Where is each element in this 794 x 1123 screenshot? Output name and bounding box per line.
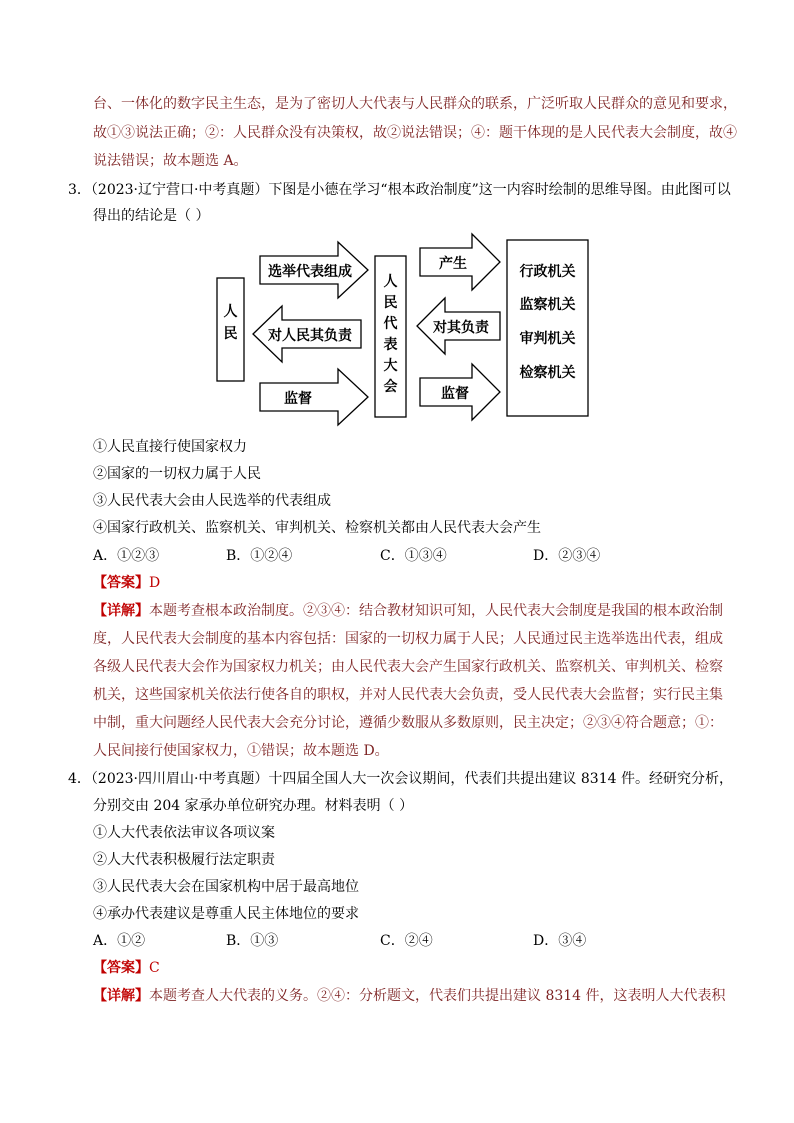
q4-option-a: A．①② <box>93 933 146 949</box>
organ-administrative: 行政机关 <box>519 264 576 280</box>
svg-text:代: 代 <box>383 316 398 332</box>
organ-procuratorial: 检察机关 <box>519 365 576 381</box>
q4-stem-line-2: 分别交由 204 家承办单位研究办理。材料表明（ ） <box>93 798 414 814</box>
arrow-produce-label: 产生 <box>439 256 467 272</box>
q4-stem-line-1: 4．（2023·四川眉山·中考真题）十四届全国人大一次会议期间，代表们共提出建议 8314 件。经研究分析， <box>68 771 733 787</box>
q3-stem-line-1: 3．（2023·辽宁营口·中考真题）下图是小德在学习“根本政治制度”这一内容时绘制的思维导图。由此图可以 <box>68 182 731 198</box>
svg-text:民: 民 <box>383 295 398 311</box>
prev-answer-line-2: 故①③说法正确；②：人民群众没有决策权，故②说法错误；④：题干体现的是人民代表大会制度，故④ <box>93 125 737 141</box>
q3-detail-line-4: 机关，这些国家机关依法行使各自的职权，并对人民代表大会负责，受人民代表大会监督；实行民主集 <box>93 687 723 703</box>
q4-answer-value: C <box>149 960 160 976</box>
prev-answer-line-3: 说法错误；故本题选 A。 <box>93 153 248 169</box>
q3-option-c: C．①③④ <box>380 548 447 564</box>
arrow-responsible-npc-label: 对其负责 <box>433 320 489 336</box>
q4-item-4: ④承办代表建议是尊重人民主体地位的要求 <box>93 906 359 922</box>
q3-detail-line-5: 中制，重大问题经人民代表大会充分讨论，遵循少数服从多数原则，民主决定；②③④符合题意；①： <box>93 715 723 731</box>
svg-text:表: 表 <box>383 337 398 353</box>
people-label: 人 <box>223 304 238 320</box>
q3-item-1: ①人民直接行使国家权力 <box>93 439 247 455</box>
q4-detail-line-1: 【详解】本题考查人大代表的义务。②④：分析题文，代表们共提出建议 8314 件，这表明人大代表积 <box>93 988 726 1004</box>
svg-text:大: 大 <box>383 358 398 374</box>
q3-item-3: ③人民代表大会由人民选举的代表组成 <box>93 493 331 509</box>
q4-option-b: B．①③ <box>226 933 279 949</box>
q3-stem-line-2: 得出的结论是（ ） <box>93 208 210 224</box>
q3-option-a: A．①②③ <box>93 548 160 564</box>
q3-answer-value: D <box>149 575 161 591</box>
q4-item-1: ①人大代表依法审议各项议案 <box>93 825 275 841</box>
q4-answer <box>93 958 160 978</box>
q3-mind-map <box>0 228 794 428</box>
arrow-supervise-right-label: 监督 <box>441 386 469 402</box>
q4-option-d: D．③④ <box>533 933 587 949</box>
q3-item-2: ②国家的一切权力属于人民 <box>93 466 261 482</box>
svg-text:会: 会 <box>383 379 398 395</box>
prev-answer-line-1: 台、一体化的数字民主生态，是为了密切人大代表与人民群众的联系，广泛听取人民群众的意见和要求， <box>93 96 737 112</box>
q4-answer-label: 【答案】 <box>93 960 149 976</box>
arrow-elect-label: 选举代表组成 <box>268 264 352 280</box>
q3-option-d: D．②③④ <box>533 548 601 564</box>
q3-detail-line-3: 各级人民代表大会作为国家权力机关；由人民代表大会产生国家行政机关、监察机关、审判机关、检察 <box>93 659 723 675</box>
q3-option-b: B．①②④ <box>226 548 293 564</box>
q3-detail-line-1: 【详解】本题考查根本政治制度。②③④：结合教材知识可知，人民代表大会制度是我国的根本政治制 <box>93 603 723 619</box>
q4-item-2: ②人大代表积极履行法定职责 <box>93 852 275 868</box>
arrow-supervise-left-label: 监督 <box>284 391 312 407</box>
q4-option-c: C．②④ <box>380 933 433 949</box>
q3-detail-label: 【详解】 <box>93 603 149 619</box>
svg-text:民: 民 <box>223 326 238 342</box>
q3-detail-line-6: 人民间接行使国家权力，①错误；故本题选 D。 <box>93 743 389 759</box>
q4-detail-label: 【详解】 <box>93 988 149 1004</box>
organ-judicial: 审判机关 <box>519 331 576 347</box>
q3-answer-label: 【答案】 <box>93 575 149 591</box>
arrow-supervise-left <box>260 369 368 425</box>
q3-item-4: ④国家行政机关、监察机关、审判机关、检察机关都由人民代表大会产生 <box>93 520 541 536</box>
organ-supervisory: 监察机关 <box>519 297 576 313</box>
q3-answer <box>93 573 160 593</box>
svg-text:人: 人 <box>383 274 398 290</box>
q3-detail-line-2: 度，人民代表大会制度的基本内容包括：国家的一切权力属于人民；人民通过民主选举选出代表，组成 <box>93 631 723 647</box>
arrow-responsible-people-label: 对人民其负责 <box>268 328 352 344</box>
q4-item-3: ③人民代表大会在国家机构中居于最高地位 <box>93 879 359 895</box>
